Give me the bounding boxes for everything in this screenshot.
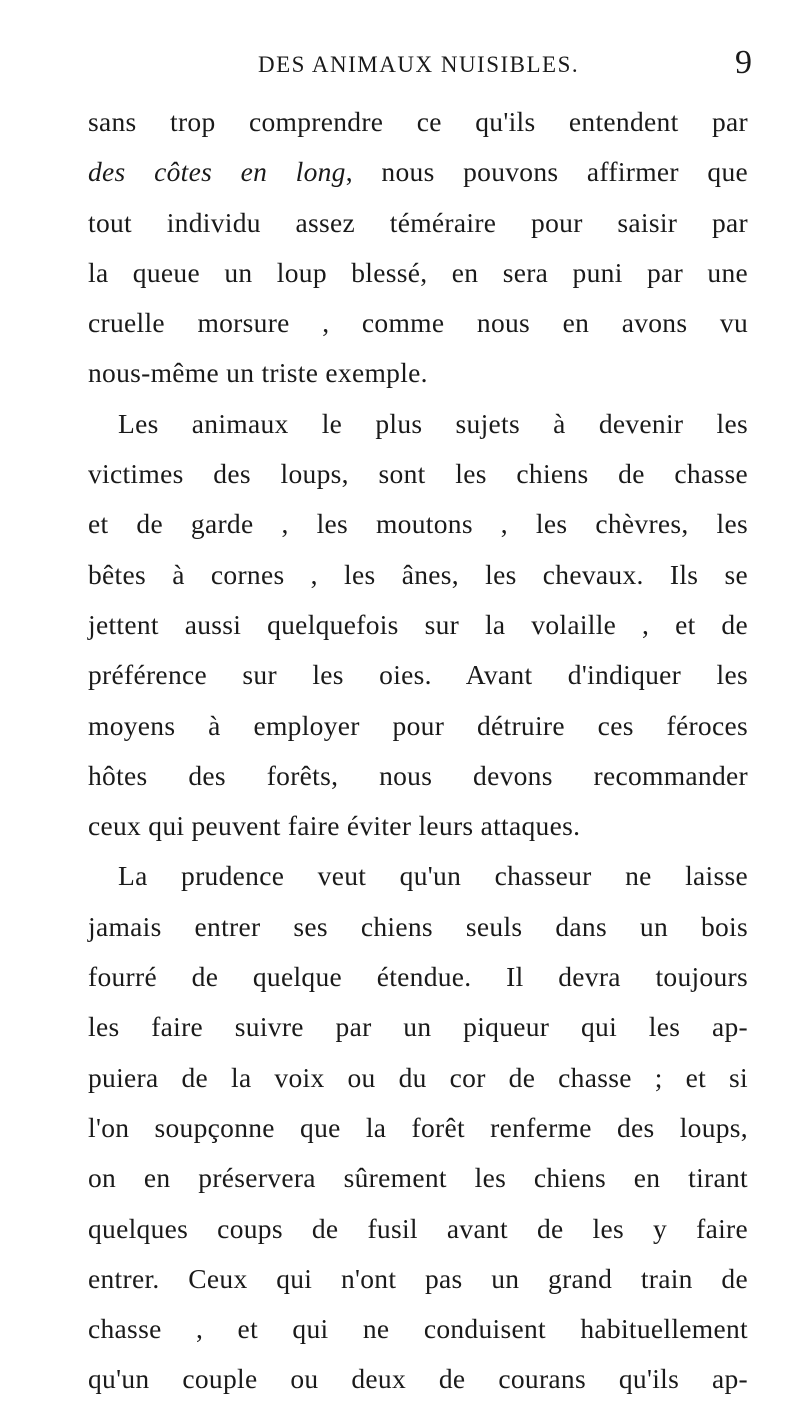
page-number: 9 [735, 44, 752, 81]
text-line: ceux qui peuvent faire éviter leurs attaques. [88, 810, 581, 842]
text-line: moyens à employer pour détruire ces féroces [88, 709, 748, 741]
text-line: puiera de la voix ou du cor de chasse ; et si [88, 1061, 748, 1093]
text-line: on en préservera sûrement les chiens en tirant [88, 1162, 748, 1194]
text-line: nous-même un triste exemple. [88, 357, 428, 389]
text-line: Les animaux le plus sujets à devenir les [118, 407, 748, 439]
text-line: chasse , et qui ne conduisent habituellement [88, 1313, 748, 1345]
text-line: jettent aussi quelquefois sur la volaille , et de [88, 608, 748, 640]
line-text: , nous pouvons affirmer que [345, 156, 749, 188]
italic-phrase: des côtes en long [88, 156, 346, 188]
text-line: l'on soupçonne que la forêt renferme des loups, [88, 1111, 748, 1143]
text-line: tout individu assez téméraire pour saisir par [88, 206, 748, 238]
text-line: et de garde , les moutons , les chèvres, les [88, 508, 748, 540]
text-line: quelques coups de fusil avant de les y faire [88, 1212, 748, 1244]
text-line: sans trop comprendre ce qu'ils entendent par [88, 106, 748, 137]
text-line: entrer. Ceux qui n'ont pas un grand train de [88, 1262, 748, 1294]
running-header [0, 44, 800, 88]
text-line: cruelle morsure , comme nous en avons vu [88, 307, 748, 339]
text-line: hôtes des forêts, nous devons recommander [88, 759, 748, 791]
text-line: La prudence veut qu'un chasseur ne laisse [118, 860, 748, 892]
body-text [88, 97, 748, 1405]
text-line [88, 147, 748, 197]
text-line: les faire suivre par un piqueur qui les ap- [88, 1011, 748, 1043]
text-line: victimes des loups, sont les chiens de chasse [88, 458, 748, 490]
text-line: bêtes à cornes , les ânes, les chevaux. Ils se [88, 558, 748, 590]
text-line: fourré de quelque étendue. Il devra toujours [88, 961, 748, 993]
text-line: qu'un couple ou deux de courans qu'ils ap- [88, 1363, 748, 1395]
text-line: jamais entrer ses chiens seuls dans un bois [88, 910, 748, 942]
text-line: la queue un loup blessé, en sera puni par une [88, 256, 748, 288]
running-title: DES ANIMAUX NUISIBLES. [258, 52, 580, 77]
text-line: préférence sur les oies. Avant d'indiquer les [88, 659, 748, 691]
